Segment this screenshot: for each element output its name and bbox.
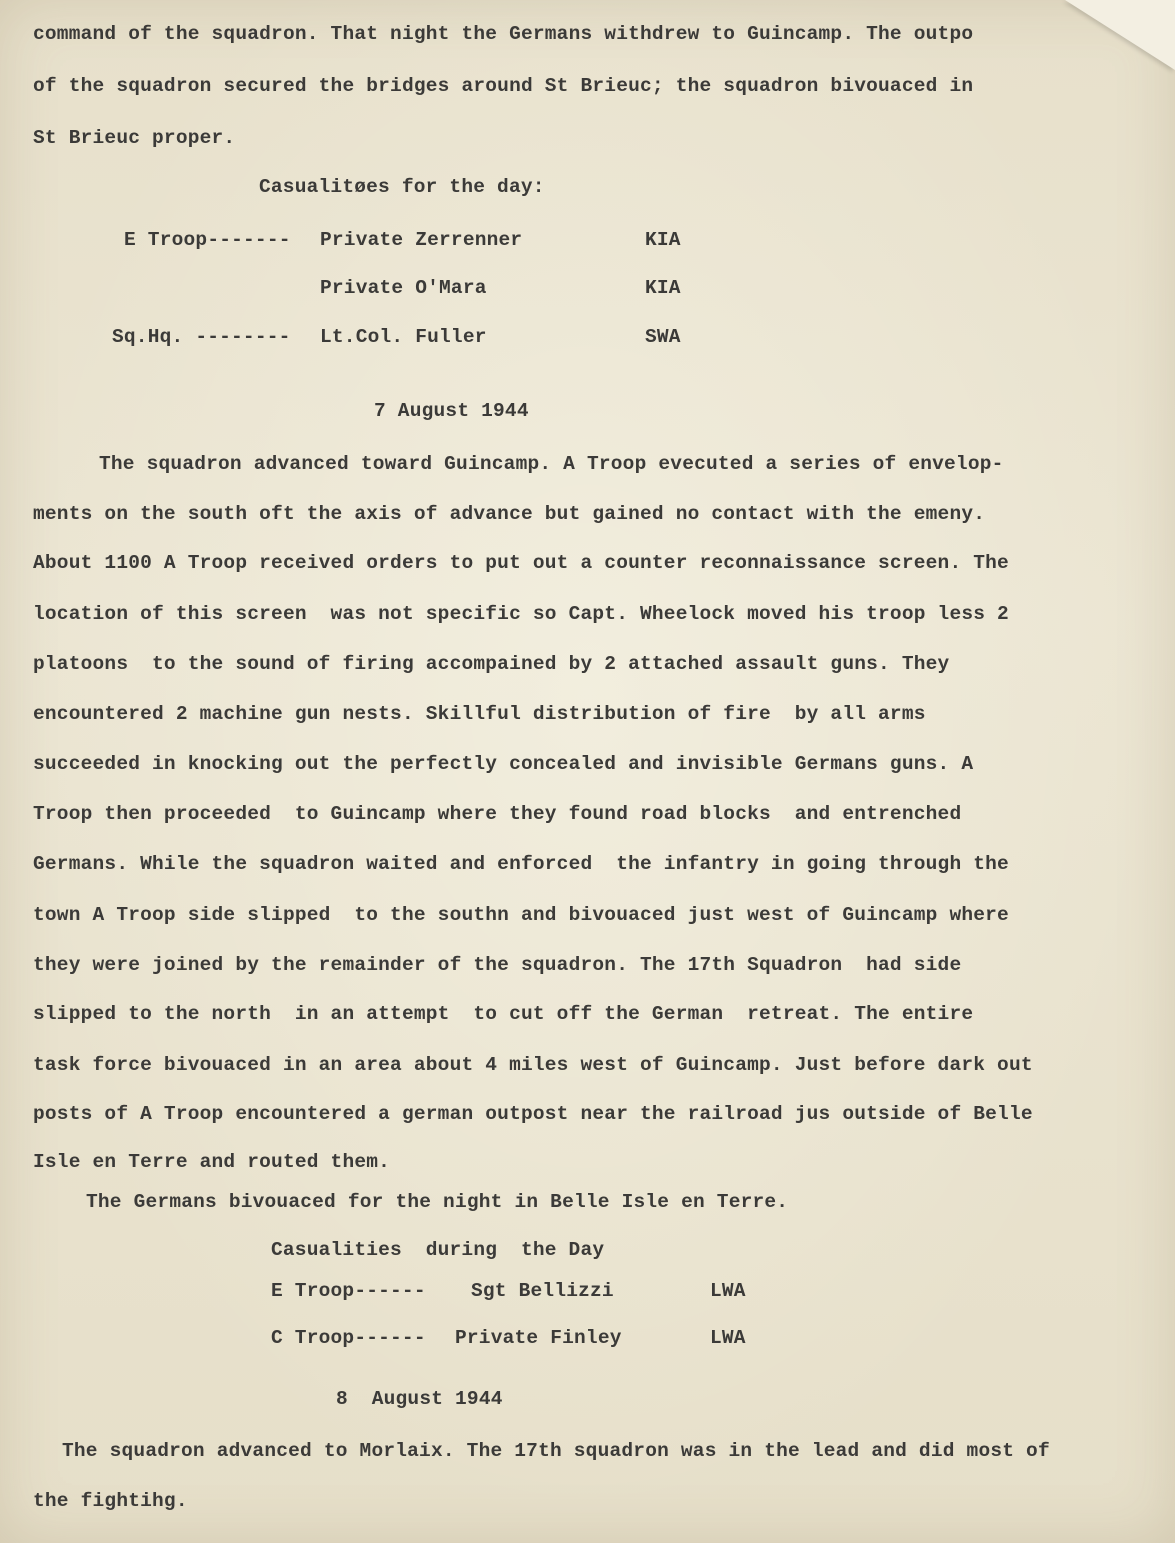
para-1-line-2: ments on the south oft the axis of advance but gained no contact with the emeny.: [33, 503, 986, 525]
intro-line-2: of the squadron secured the bridges around St Brieuc; the squadron bivouaced in: [33, 75, 974, 97]
casualty-4-name: Sgt Bellizzi: [471, 1280, 614, 1302]
casualty-1-name: Private Zerrenner: [320, 229, 523, 251]
para-2: The Germans bivouaced for the night in Belle Isle en Terre.: [86, 1191, 789, 1213]
para-1-line-11: they were joined by the remainder of the squadron. The 17th Squadron had side: [33, 954, 962, 976]
para-3-line-1: The squadron advanced to Morlaix. The 17th squadron was in the lead and did most of: [62, 1440, 1050, 1462]
casualty-2-name: Private O'Mara: [320, 277, 487, 299]
date-heading-2: 8 August 1944: [336, 1388, 503, 1410]
date-heading-1: 7 August 1944: [374, 400, 529, 422]
para-1-line-6: encountered 2 machine gun nests. Skillful distribution of fire by all arms: [33, 703, 926, 725]
intro-line-3: St Brieuc proper.: [33, 127, 236, 149]
casualty-3-unit: Sq.Hq. --------: [112, 326, 291, 348]
para-1-line-3: About 1100 A Troop received orders to put out a counter reconnaissance screen. The: [33, 552, 1009, 574]
para-1-line-5: platoons to the sound of firing accompained by 2 attached assault guns. They: [33, 653, 950, 675]
casualty-3-status: SWA: [645, 326, 681, 348]
intro-line-1: command of the squadron. That night the Germans withdrew to Guincamp. The outpo: [33, 23, 974, 45]
para-1-line-7: succeeded in knocking out the perfectly concealed and invisible Germans guns. A: [33, 753, 974, 775]
para-1-line-8: Troop then proceeded to Guincamp where they found road blocks and entrenched: [33, 803, 962, 825]
para-1-line-4: location of this screen was not specific so Capt. Wheelock moved his troop less 2: [33, 603, 1009, 625]
para-1-line-15: Isle en Terre and routed them.: [33, 1151, 391, 1173]
para-1-line-1: The squadron advanced toward Guincamp. A Troop evecuted a series of envelop-: [99, 453, 1004, 475]
casualties-heading-1: Casualitøes for the day:: [259, 176, 545, 198]
casualty-1-status: KIA: [645, 229, 681, 251]
para-3-line-2: the fightihg.: [33, 1490, 188, 1512]
casualty-2-status: KIA: [645, 277, 681, 299]
para-1-line-9: Germans. While the squadron waited and enforced the infantry in going through the: [33, 853, 1009, 875]
casualty-4-status: LWA: [710, 1280, 746, 1302]
folded-corner: [1065, 0, 1175, 70]
casualty-5-unit: C Troop------: [271, 1327, 426, 1349]
casualty-5-status: LWA: [710, 1327, 746, 1349]
casualties-heading-2: Casualities during the Day: [271, 1239, 605, 1261]
para-1-line-10: town A Troop side slipped to the southn and bivouaced just west of Guincamp where: [33, 904, 1009, 926]
para-1-line-14: posts of A Troop encountered a german outpost near the railroad jus outside of Belle: [33, 1103, 1033, 1125]
para-1-line-13: task force bivouaced in an area about 4 miles west of Guincamp. Just before dark out: [33, 1054, 1033, 1076]
para-1-line-12: slipped to the north in an attempt to cut off the German retreat. The entire: [33, 1003, 974, 1025]
casualty-3-name: Lt.Col. Fuller: [320, 326, 487, 348]
casualty-5-name: Private Finley: [455, 1327, 622, 1349]
casualty-1-unit: E Troop-------: [124, 229, 291, 251]
casualty-4-unit: E Troop------: [271, 1280, 426, 1302]
